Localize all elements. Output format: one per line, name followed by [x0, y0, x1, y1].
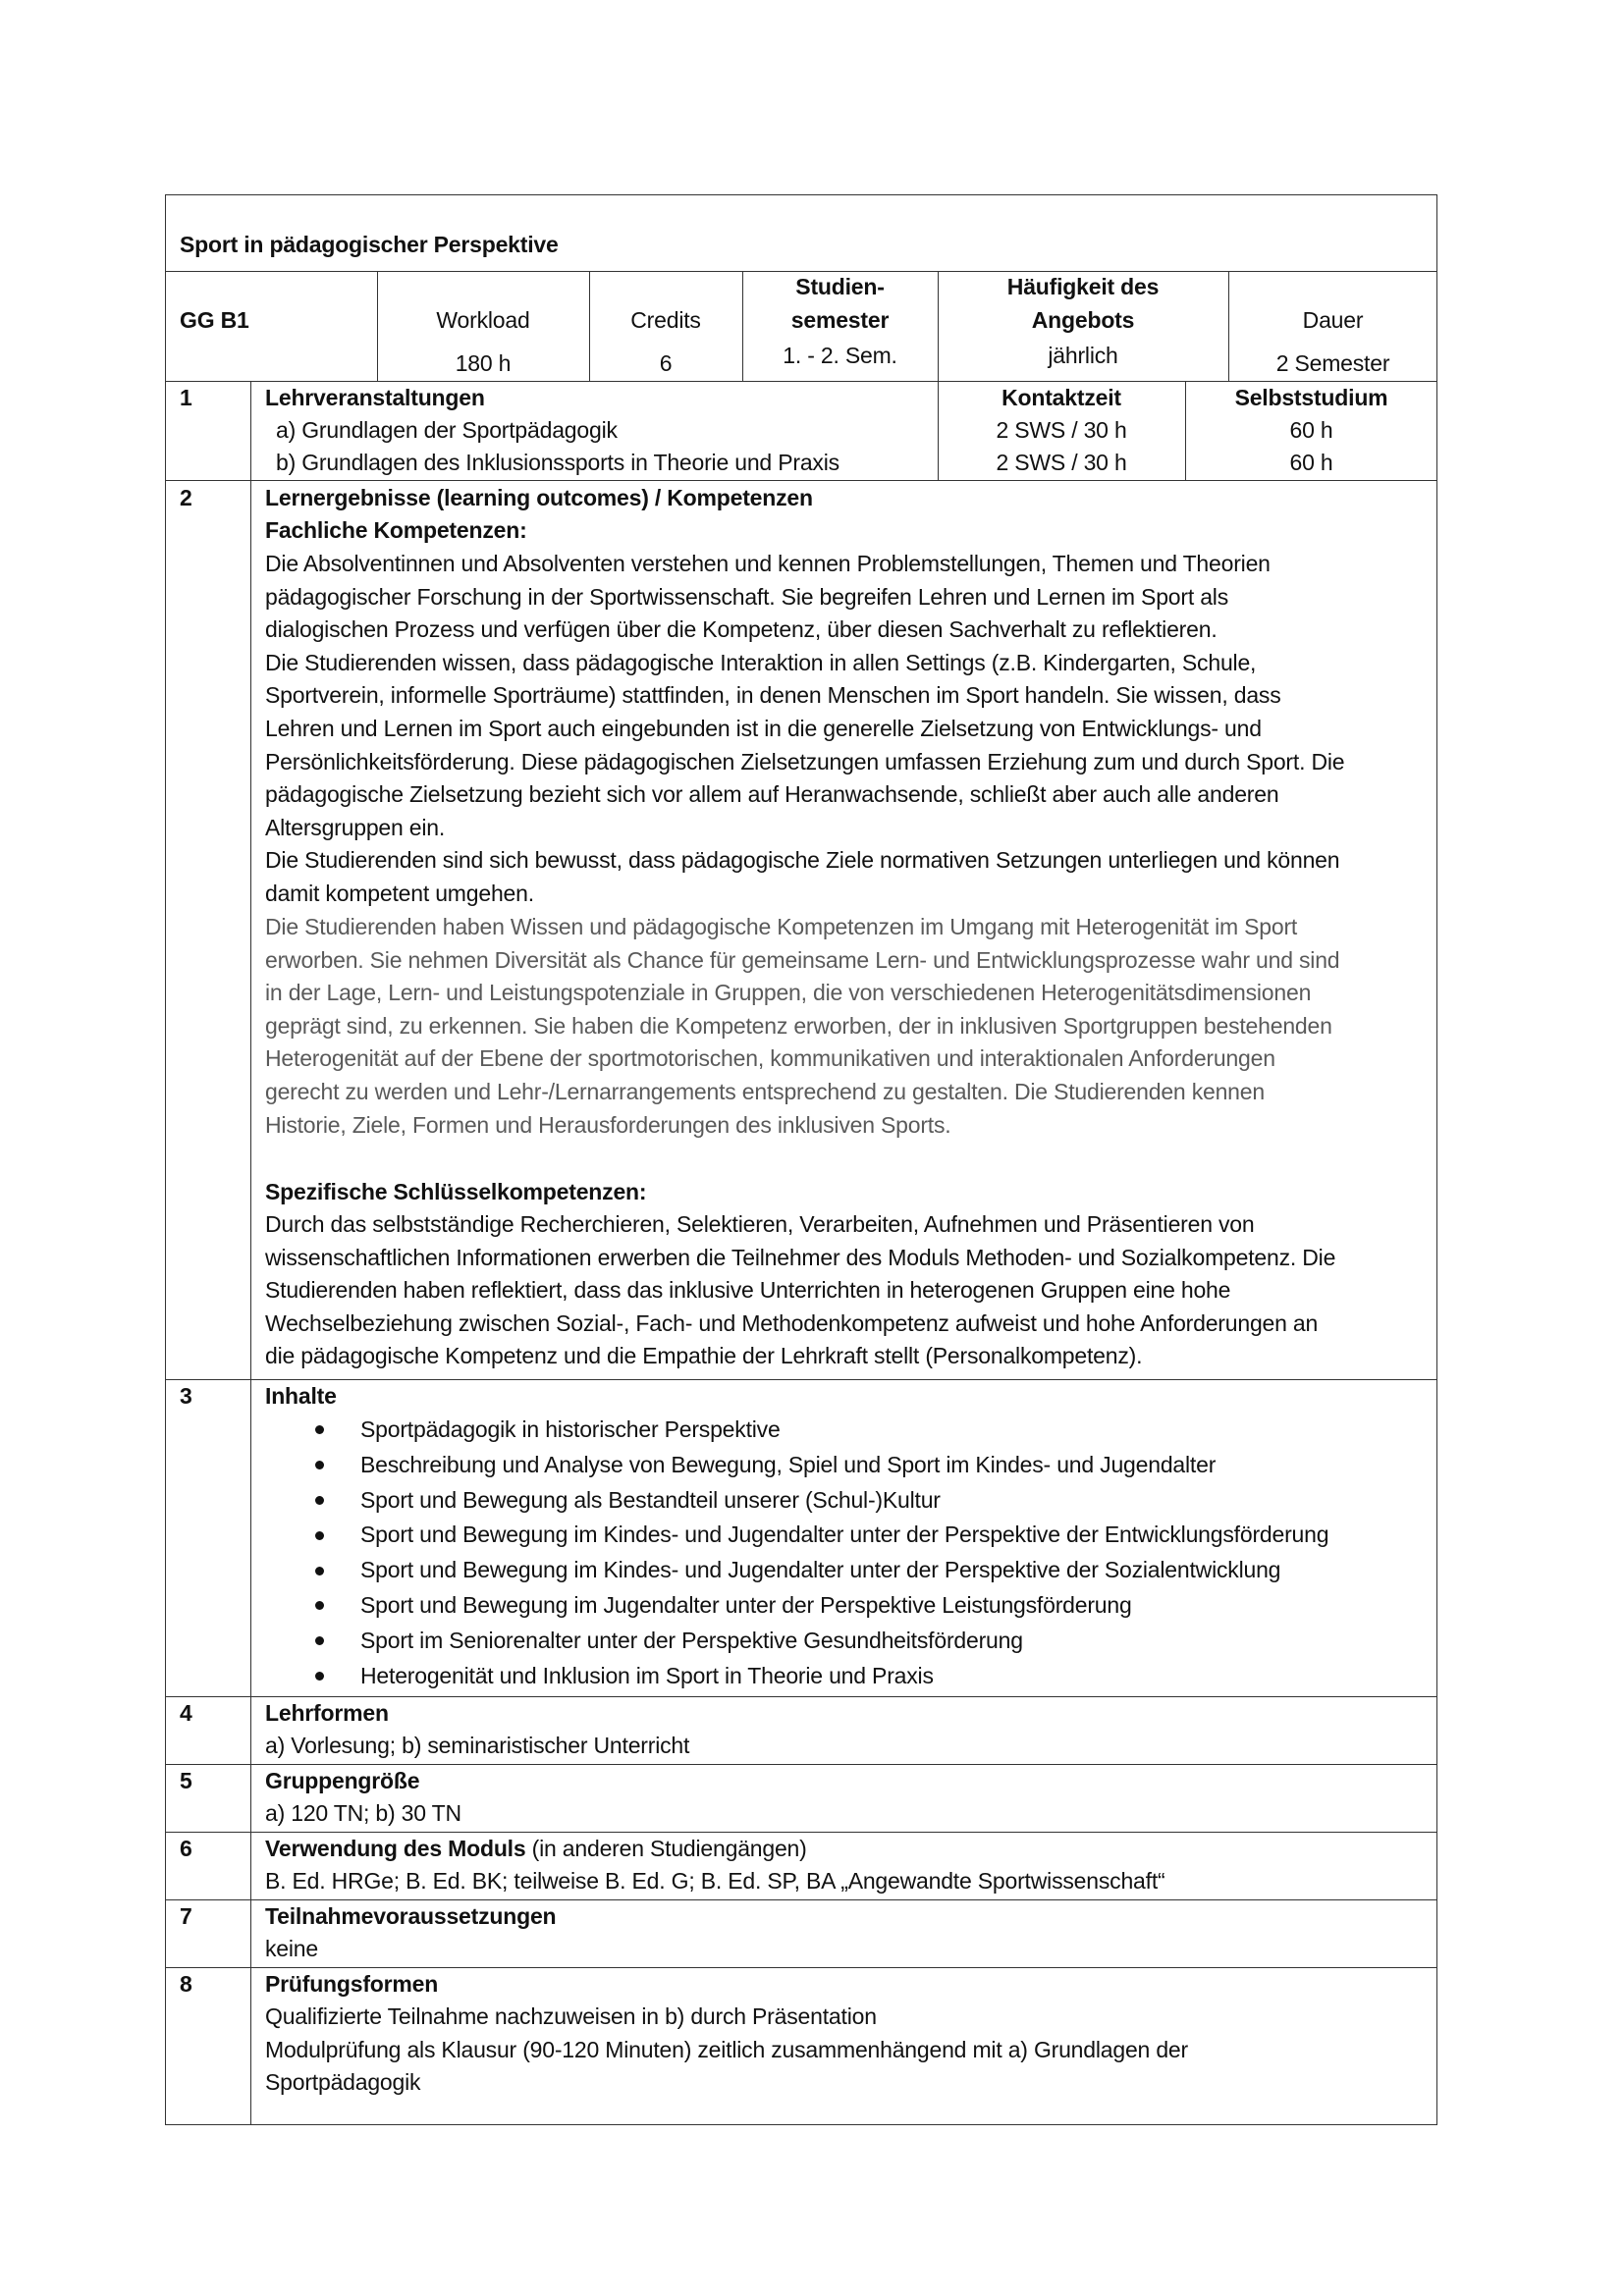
text-line: Wechselbeziehung zwischen Sozial-, Fach- und Methodenkompetenz aufweist und hohe Anforderungen an	[265, 1309, 1319, 1336]
course-self: 60 h	[1289, 450, 1333, 475]
section-title: Prüfungsformen	[265, 1971, 439, 1997]
section-title: Verwendung des Moduls	[265, 1836, 526, 1861]
section-number: 3	[180, 1383, 192, 1409]
section-title: Teilnahmevoraussetzungen	[265, 1903, 557, 1929]
text-line: Die Absolventinnen und Absolventen verstehen und kennen Problemstellungen, Themen und Theorien	[265, 551, 1271, 576]
text-line: erworben. Sie nehmen Diversität als Chance für gemeinsame Lern- und Entwicklungsprozesse wahr und sind	[265, 946, 1340, 973]
course-self: 60 h	[1289, 417, 1333, 443]
section-subtitle: Spezifische Schlüsselkompetenzen:	[265, 1179, 647, 1204]
section-text: keine	[265, 1936, 318, 1961]
text-line: Die Studierenden haben Wissen und pädagogische Kompetenzen im Umgang mit Heterogenität im Sport	[265, 914, 1298, 939]
text-line: Modulprüfung als Klausur (90-120 Minuten) zeitlich zusammenhängend mit a) Grundlagen der	[265, 2036, 1188, 2062]
list-item	[312, 1659, 1328, 1694]
text-line: damit kompetent umgehen.	[265, 880, 534, 906]
list-item	[312, 1518, 1328, 1553]
section-number: 2	[180, 485, 192, 510]
list-item-text: Sport und Bewegung als Bestandteil unserer (Schul-)Kultur	[360, 1486, 941, 1513]
bullet-icon	[315, 1461, 324, 1469]
list-item-text: Sport und Bewegung im Jugendalter unter der Perspektive Leistungsförderung	[360, 1591, 1132, 1618]
text-line: pädagogische Zielsetzung bezieht sich vor allem auf Heranwachsende, schließt aber auch alle anderen	[265, 781, 1279, 808]
duration-value: 2 Semester	[1275, 350, 1390, 376]
text-line: Altersgruppen ein.	[265, 814, 446, 840]
course-name: b) Grundlagen des Inklusionssports in Theorie und Praxis	[276, 450, 839, 475]
frequency-label: Häufigkeit des	[1006, 274, 1160, 299]
section-number: 4	[180, 1700, 192, 1726]
list-item	[312, 1413, 1328, 1448]
bullet-icon	[315, 1601, 324, 1610]
frequency-label: Angebots	[1031, 307, 1135, 333]
contact-time-header: Kontaktzeit	[1001, 385, 1121, 410]
credits-value: 6	[659, 350, 673, 376]
section-title: Gruppengröße	[265, 1768, 420, 1793]
list-item	[312, 1588, 1328, 1624]
paragraph	[265, 548, 1344, 911]
frequency-value: jährlich	[1048, 343, 1118, 368]
list-item-text: Beschreibung und Analyse von Bewegung, Spiel und Sport im Kindes- und Jugendalter	[360, 1451, 1217, 1477]
course-contact: 2 SWS / 30 h	[996, 417, 1127, 443]
list-item	[312, 1624, 1328, 1659]
text-line: geprägt sind, zu erkennen. Sie haben die Kompetenz erworben, der in inklusiven Sportgruppen bestehenden	[265, 1012, 1332, 1039]
bullet-icon	[315, 1531, 324, 1540]
workload-label: Workload	[436, 307, 530, 333]
text-line: Sportpädagogik	[265, 2069, 421, 2096]
paragraph	[265, 1208, 1335, 1373]
section-title: Inhalte	[265, 1383, 337, 1409]
divider	[165, 480, 1437, 481]
list-item	[312, 1448, 1328, 1483]
text-line: Lehren und Lernen im Sport auch eingebunden ist in die generelle Zielsetzung von Entwicklungs- und	[265, 715, 1262, 741]
section-number: 6	[180, 1836, 192, 1861]
content-list	[312, 1413, 1328, 1693]
section-subtitle: Fachliche Kompetenzen:	[265, 517, 527, 543]
list-item-text: Sport im Seniorenalter unter der Perspektive Gesundheitsförderung	[360, 1627, 1023, 1653]
text-line: Persönlichkeitsförderung. Diese pädagogischen Zielsetzungen umfassen Erziehung zum und durch Sport. Die	[265, 748, 1345, 774]
course-contact: 2 SWS / 30 h	[996, 450, 1127, 475]
duration-label: Dauer	[1302, 307, 1364, 333]
section-number: 7	[180, 1903, 192, 1929]
text-line: in der Lage, Lern- und Leistungspotenziale in Gruppen, die von verschiedenen Heterogenitätsdimensionen	[265, 980, 1312, 1006]
text-line: Durch das selbstständige Recherchieren, Selektieren, Verarbeiten, Aufnehmen und Präsentieren von	[265, 1211, 1255, 1237]
bullet-icon	[315, 1425, 324, 1434]
bullet-icon	[315, 1567, 324, 1575]
section-number: 1	[180, 385, 192, 410]
section-text: B. Ed. HRGe; B. Ed. BK; teilweise B. Ed. G; B. Ed. SP, BA „Angewandte Sportwissenschaft“	[265, 1868, 1165, 1894]
text-line: Die Studierenden sind sich bewusst, dass pädagogische Ziele normativen Setzungen unterliegen und können	[265, 847, 1340, 874]
divider	[250, 381, 251, 2125]
paragraph	[265, 911, 1339, 1142]
section-text: a) Vorlesung; b) seminaristischer Unterricht	[265, 1733, 690, 1758]
text-line: Heterogenität auf der Ebene der sportmotorischen, kommunikativen und interaktionalen Anforderungen	[265, 1045, 1275, 1072]
semester-value: 1. - 2. Sem.	[783, 343, 897, 368]
bullet-icon	[315, 1496, 324, 1505]
text-line: pädagogischer Forschung in der Sportwissenschaft. Sie begreifen Lehren und Lernen im Sport als	[265, 583, 1229, 610]
workload-value: 180 h	[455, 350, 512, 376]
text-line: wissenschaftlichen Informationen erwerben die Teilnehmer des Moduls Methoden- und Sozialkompetenz. Die	[265, 1244, 1336, 1270]
section-title-line	[265, 1833, 807, 1865]
semester-label: Studien-	[795, 274, 885, 299]
section-title: Lernergebnisse (learning outcomes) / Kompetenzen	[265, 485, 813, 510]
text-line: gerecht zu werden und Lehr-/Lernarrangements entsprechend zu gestalten. Die Studierenden kennen	[265, 1078, 1265, 1104]
section-number: 8	[180, 1971, 192, 1997]
module-code: GG B1	[180, 307, 249, 333]
text-line: Historie, Ziele, Formen und Herausforderungen des inklusiven Sports.	[265, 1111, 951, 1138]
list-item-text: Sportpädagogik in historischer Perspektive	[360, 1416, 781, 1442]
course-name: a) Grundlagen der Sportpädagogik	[276, 417, 618, 443]
list-item	[312, 1483, 1328, 1519]
section-title: Lehrformen	[265, 1700, 389, 1726]
divider	[165, 1379, 1437, 1380]
text-line: Qualifizierte Teilnahme nachzuweisen in b) durch Präsentation	[265, 2003, 877, 2029]
section-number: 5	[180, 1768, 192, 1793]
list-item-text: Heterogenität und Inklusion im Sport in Theorie und Praxis	[360, 1662, 934, 1688]
list-item-text: Sport und Bewegung im Kindes- und Jugendalter unter der Perspektive der Entwicklungsförderung	[360, 1522, 1329, 1548]
section-text: a) 120 TN; b) 30 TN	[265, 1800, 461, 1826]
list-item	[312, 1553, 1328, 1588]
section-title: Lehrveranstaltungen	[265, 385, 485, 410]
text-line: die pädagogische Kompetenz und die Empathie der Lehrkraft stellt (Personalkompetenz).	[265, 1343, 1143, 1369]
paragraph	[265, 2001, 1188, 2100]
module-title: Sport in pädagogischer Perspektive	[180, 232, 559, 257]
bullet-icon	[315, 1636, 324, 1645]
text-line: Die Studierenden wissen, dass pädagogische Interaktion in allen Settings (z.B. Kindergarten, Schule,	[265, 649, 1257, 675]
text-line: dialogischen Prozess und verfügen über die Kompetenz, über diesen Sachverhalt zu reflektieren.	[265, 616, 1218, 643]
semester-label: semester	[790, 307, 890, 333]
self-study-header: Selbststudium	[1234, 385, 1388, 410]
text-line: Sportverein, informelle Sporträume) stattfinden, in denen Menschen im Sport handeln. Sie wissen, dass	[265, 682, 1281, 709]
text-line: Studierenden haben reflektiert, dass das inklusive Unterrichten in heterogenen Gruppen eine hohe	[265, 1277, 1231, 1304]
list-item-text: Sport und Bewegung im Kindes- und Jugendalter unter der Perspektive der Sozialentwicklung	[360, 1557, 1281, 1583]
section-title-suffix: (in anderen Studiengängen)	[525, 1836, 807, 1861]
credits-label: Credits	[630, 307, 701, 333]
bullet-icon	[315, 1672, 324, 1681]
